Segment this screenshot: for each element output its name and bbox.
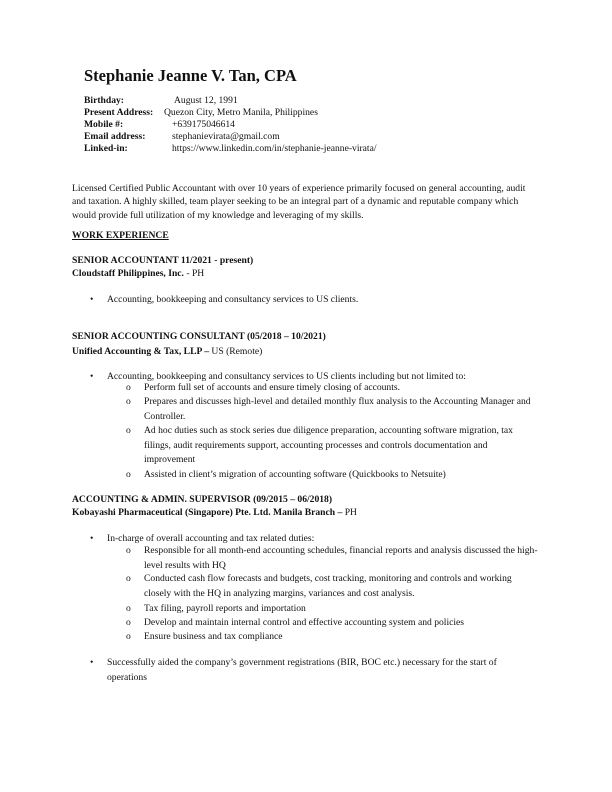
sub-bullet-icon: o — [126, 545, 131, 556]
sub-bullet-icon: o — [126, 603, 131, 614]
sub-bullet-text: Perform full set of accounts and ensure timely closing of accounts. — [144, 382, 401, 393]
job-title: SENIOR ACCOUNTING CONSULTANT (05/2018 – 10/2021) — [72, 331, 326, 342]
contact-value-linkedin[interactable]: https://www.linkedin.com/in/stephanie-jeanne-virata/ — [172, 143, 377, 155]
sub-bullet-text: Conducted cash flow forecasts and budgets, cost tracking, monitoring and controls and working closely with the HQ in analyzing margins, variances and cost analysis. — [144, 573, 512, 599]
contact-label: Present Address: — [84, 107, 154, 119]
bullet-text: In-charge of overall accounting and tax related duties: — [107, 533, 315, 544]
sub-bullet-text: Ad hoc duties such as stock series due diligence preparation, accounting software migration, tax filings, audit requirements support, accounting processes and controls documentation and improvement — [144, 425, 513, 466]
sub-bullet-text: Tax filing, payroll reports and importation — [144, 603, 306, 614]
sub-bullet-icon: o — [126, 425, 131, 436]
job-title: SENIOR ACCOUNTANT 11/2021 - present) — [72, 255, 254, 266]
bullet-text: Accounting, bookkeeping and consultancy services to US clients including but not limited to: — [107, 371, 466, 382]
sub-bullet-text: Assisted in client’s migration of accounting software (Quickbooks to Netsuite) — [144, 469, 446, 480]
bullet-icon: • — [90, 371, 94, 382]
sub-bullet-icon: o — [126, 573, 131, 584]
bullet-icon: • — [90, 657, 94, 668]
contact-value-email[interactable]: stephanievirata@gmail.com — [172, 131, 280, 143]
job-title: ACCOUNTING & ADMIN. SUPERVISOR (09/2015 – 06/2018) — [72, 494, 333, 505]
contact-label: Linked-in: — [84, 143, 128, 155]
sub-bullet-icon: o — [126, 382, 131, 393]
company-location: PH — [342, 507, 357, 518]
contact-label: Birthday: — [84, 95, 124, 106]
sub-bullet-text: Develop and maintain internal control and effective accounting system and policies — [144, 617, 465, 628]
bullet-icon: • — [90, 294, 94, 305]
bullet-text: Accounting, bookkeeping and consultancy services to US clients. — [107, 294, 359, 305]
page-title: Stephanie Jeanne V. Tan, CPA — [84, 66, 297, 85]
job-company — [72, 268, 204, 279]
company-location: US (Remote) — [209, 346, 263, 357]
sub-bullet-icon: o — [126, 631, 131, 642]
bullet-icon: • — [90, 533, 94, 544]
company-name: Kobayashi Pharmaceutical (Singapore) Pte. Ltd. Manila Branch – — [72, 507, 343, 518]
sub-bullet-icon: o — [126, 617, 131, 628]
summary-paragraph: Licensed Certified Public Accountant with over 10 years of experience primarily focused on general accounting, audit and taxation. A highly skilled, team player seeking to be an integral part of a dynamic and reputable company which would provide full utilization of my knowledge and leveraging of my skills. — [72, 183, 526, 221]
sub-bullet-icon: o — [126, 396, 131, 407]
section-heading-work-experience: WORK EXPERIENCE — [72, 230, 169, 241]
contact-value-mobile: +639175046614 — [172, 119, 235, 131]
company-location: - PH — [183, 268, 205, 279]
contact-value-address: Quezon City, Metro Manila, Philippines — [164, 107, 318, 119]
contact-label: Mobile #: — [84, 119, 124, 131]
company-name: Unified Accounting & Tax, LLP – — [72, 346, 210, 357]
contact-label: Email address: — [84, 131, 146, 143]
contact-value-birthday: August 12, 1991 — [174, 95, 238, 106]
sub-bullet-icon: o — [126, 469, 131, 480]
sub-bullet-text: Ensure business and tax compliance — [144, 631, 283, 642]
bullet-text: Successfully aided the company’s government registrations (BIR, BOC etc.) necessary for the start of operations — [107, 657, 497, 683]
job-company — [72, 507, 357, 518]
sub-bullet-text: Responsible for all month-end accounting schedules, financial reports and analysis discussed the high-level results with HQ — [144, 545, 538, 571]
job-company — [72, 346, 262, 357]
company-name: Cloudstaff Philippines, Inc. — [72, 268, 184, 279]
sub-bullet-text: Prepares and discusses high-level and detailed monthly flux analysis to the Accounting Manager and Controller. — [144, 396, 531, 422]
